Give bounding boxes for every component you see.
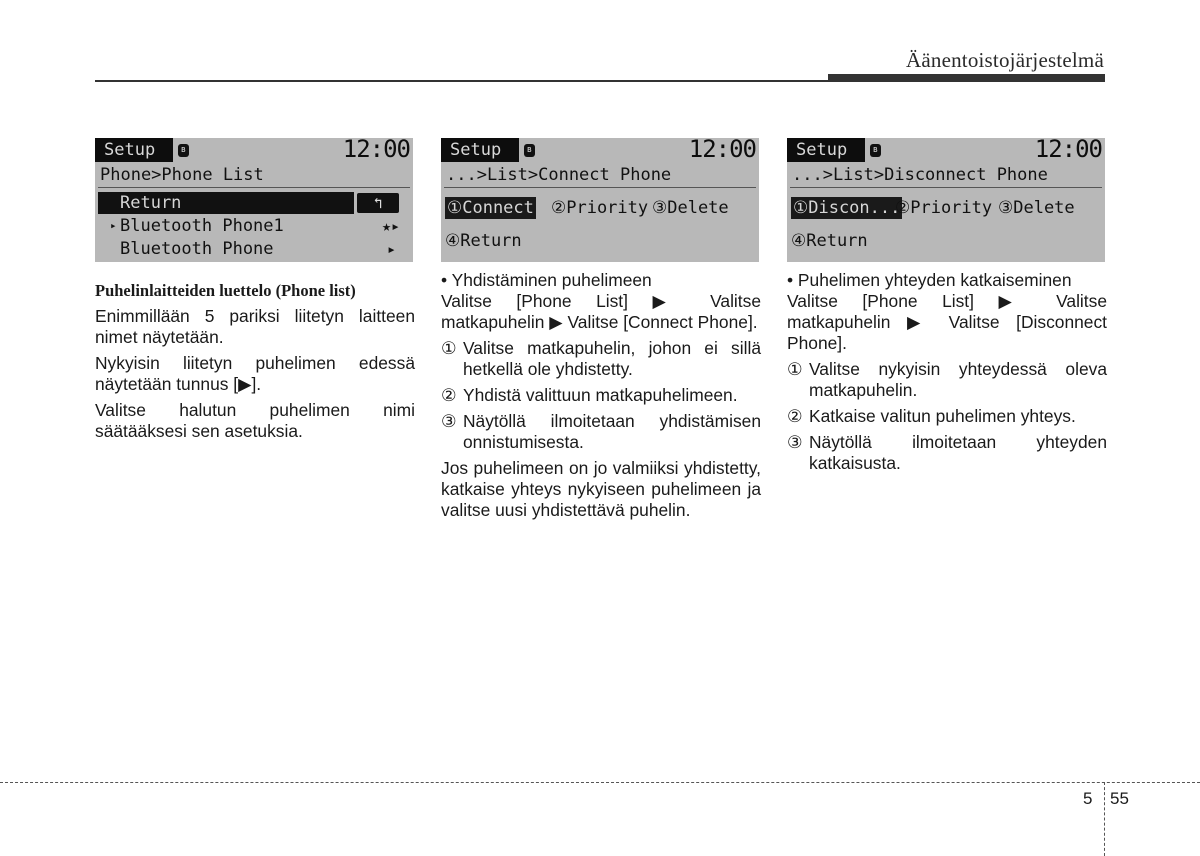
clock: 12:00 bbox=[342, 138, 410, 163]
option-priority[interactable]: ②Priority bbox=[895, 198, 993, 218]
list-item-return[interactable] bbox=[98, 192, 354, 214]
step-text: Näytöllä ilmoitetaan yhteyden katkaisusta. bbox=[809, 432, 1107, 473]
priority-star-icon: ★▸ bbox=[381, 217, 400, 235]
step bbox=[787, 359, 1107, 401]
paragraph: Valitse halutun puhelimen nimi säätääksesi sen asetuksia. bbox=[95, 400, 415, 441]
step-number: ② bbox=[787, 406, 803, 426]
step-text: Valitse nykyisin yhteydessä oleva matkapuhelin. bbox=[809, 359, 1107, 400]
clock: 12:00 bbox=[1034, 138, 1102, 163]
option-return[interactable]: ④Return bbox=[791, 231, 868, 251]
list-item-bluetooth-phone[interactable] bbox=[98, 238, 398, 260]
paragraph: Jos puhelimeen on jo valmiiksi yhdistetty, katkaise yhteys nykyiseen puhelimeen ja valitse uusi yhdistettävä puhelin. bbox=[441, 458, 761, 520]
list-item-label: Return bbox=[120, 193, 182, 213]
paragraph: Enimmillään 5 pariksi liitetyn laitteen nimet näytetään. bbox=[95, 306, 415, 347]
phone-list-heading: Puhelinlaitteiden luettelo (Phone list) bbox=[95, 281, 356, 300]
footer-divider bbox=[0, 782, 1200, 783]
step bbox=[441, 385, 761, 406]
setup-tag: Setup bbox=[787, 138, 865, 162]
step-number: ② bbox=[441, 385, 457, 405]
bluetooth-icon: ʙ bbox=[178, 144, 189, 157]
column-connect bbox=[441, 270, 761, 526]
section-title: Äänentoistojärjestelmä bbox=[905, 48, 1104, 72]
step-number: ③ bbox=[787, 432, 803, 452]
option-priority[interactable]: ②Priority bbox=[551, 198, 649, 218]
breadcrumb-divider bbox=[790, 187, 1102, 188]
list-item-bluetooth-phone1[interactable] bbox=[98, 215, 398, 237]
option-delete[interactable]: ③Delete bbox=[652, 198, 729, 218]
option-disconnect[interactable]: ①Discon... bbox=[793, 198, 901, 218]
step-text: Yhdistä valittuun matkapuhelimeen. bbox=[463, 385, 738, 405]
step-number: ① bbox=[441, 338, 457, 358]
disconnect-phone-screen bbox=[787, 138, 1105, 262]
step-text: Valitse matkapuhelin, johon ei sillä hetkellä ole yhdistetty. bbox=[463, 338, 761, 379]
step bbox=[787, 432, 1107, 474]
setup-tag: Setup bbox=[95, 138, 173, 162]
step bbox=[441, 411, 761, 453]
breadcrumb-divider bbox=[98, 187, 410, 188]
page-number: 55 bbox=[1110, 789, 1129, 808]
bullet-heading: • Puhelimen yhteyden katkaiseminen bbox=[787, 270, 1072, 290]
chapter-number: 5 bbox=[1083, 789, 1093, 808]
connected-marker-icon: ▸ bbox=[110, 219, 117, 232]
step bbox=[441, 338, 761, 380]
setup-tag: Setup bbox=[441, 138, 519, 162]
chevron-right-icon: ▸ bbox=[386, 240, 396, 258]
phone-list-screen bbox=[95, 138, 413, 262]
footer-page-divider bbox=[1104, 782, 1105, 856]
paragraph: Nykyisin liitetyn puhelimen edessä näytetään tunnus [▶]. bbox=[95, 353, 415, 394]
paragraph: Valitse [Phone List] ▶ Valitse matkapuhelin ▶ Valitse [Connect Phone]. bbox=[441, 291, 761, 332]
column-phone-list bbox=[95, 306, 415, 447]
option-delete[interactable]: ③Delete bbox=[998, 198, 1075, 218]
breadcrumb-divider bbox=[444, 187, 756, 188]
paragraph: Valitse [Phone List] ▶ Valitse matkapuhelin ▶ Valitse [Disconnect Phone]. bbox=[787, 291, 1107, 353]
step-text: Näytöllä ilmoitetaan yhdistämisen onnistumisesta. bbox=[463, 411, 761, 452]
connect-phone-screen bbox=[441, 138, 759, 262]
breadcrumb: ...>List>Connect Phone bbox=[446, 165, 672, 185]
step-text: Katkaise valitun puhelimen yhteys. bbox=[809, 406, 1076, 426]
bullet-heading: • Yhdistäminen puhelimeen bbox=[441, 270, 652, 290]
step-number: ① bbox=[787, 359, 803, 379]
breadcrumb: Phone>Phone List bbox=[100, 165, 264, 185]
clock: 12:00 bbox=[688, 138, 756, 163]
column-disconnect bbox=[787, 270, 1107, 479]
option-connect[interactable]: ①Connect bbox=[447, 198, 534, 218]
bluetooth-icon: ʙ bbox=[524, 144, 535, 157]
step bbox=[787, 406, 1107, 427]
bluetooth-icon: ʙ bbox=[870, 144, 881, 157]
header-rule bbox=[95, 80, 1105, 82]
step-number: ③ bbox=[441, 411, 457, 431]
list-item-label: Bluetooth Phone1 bbox=[120, 216, 284, 236]
option-return[interactable]: ④Return bbox=[445, 231, 522, 251]
return-icon[interactable]: ↰ bbox=[357, 193, 399, 213]
breadcrumb: ...>List>Disconnect Phone bbox=[792, 165, 1048, 185]
list-item-label: Bluetooth Phone bbox=[120, 239, 274, 259]
